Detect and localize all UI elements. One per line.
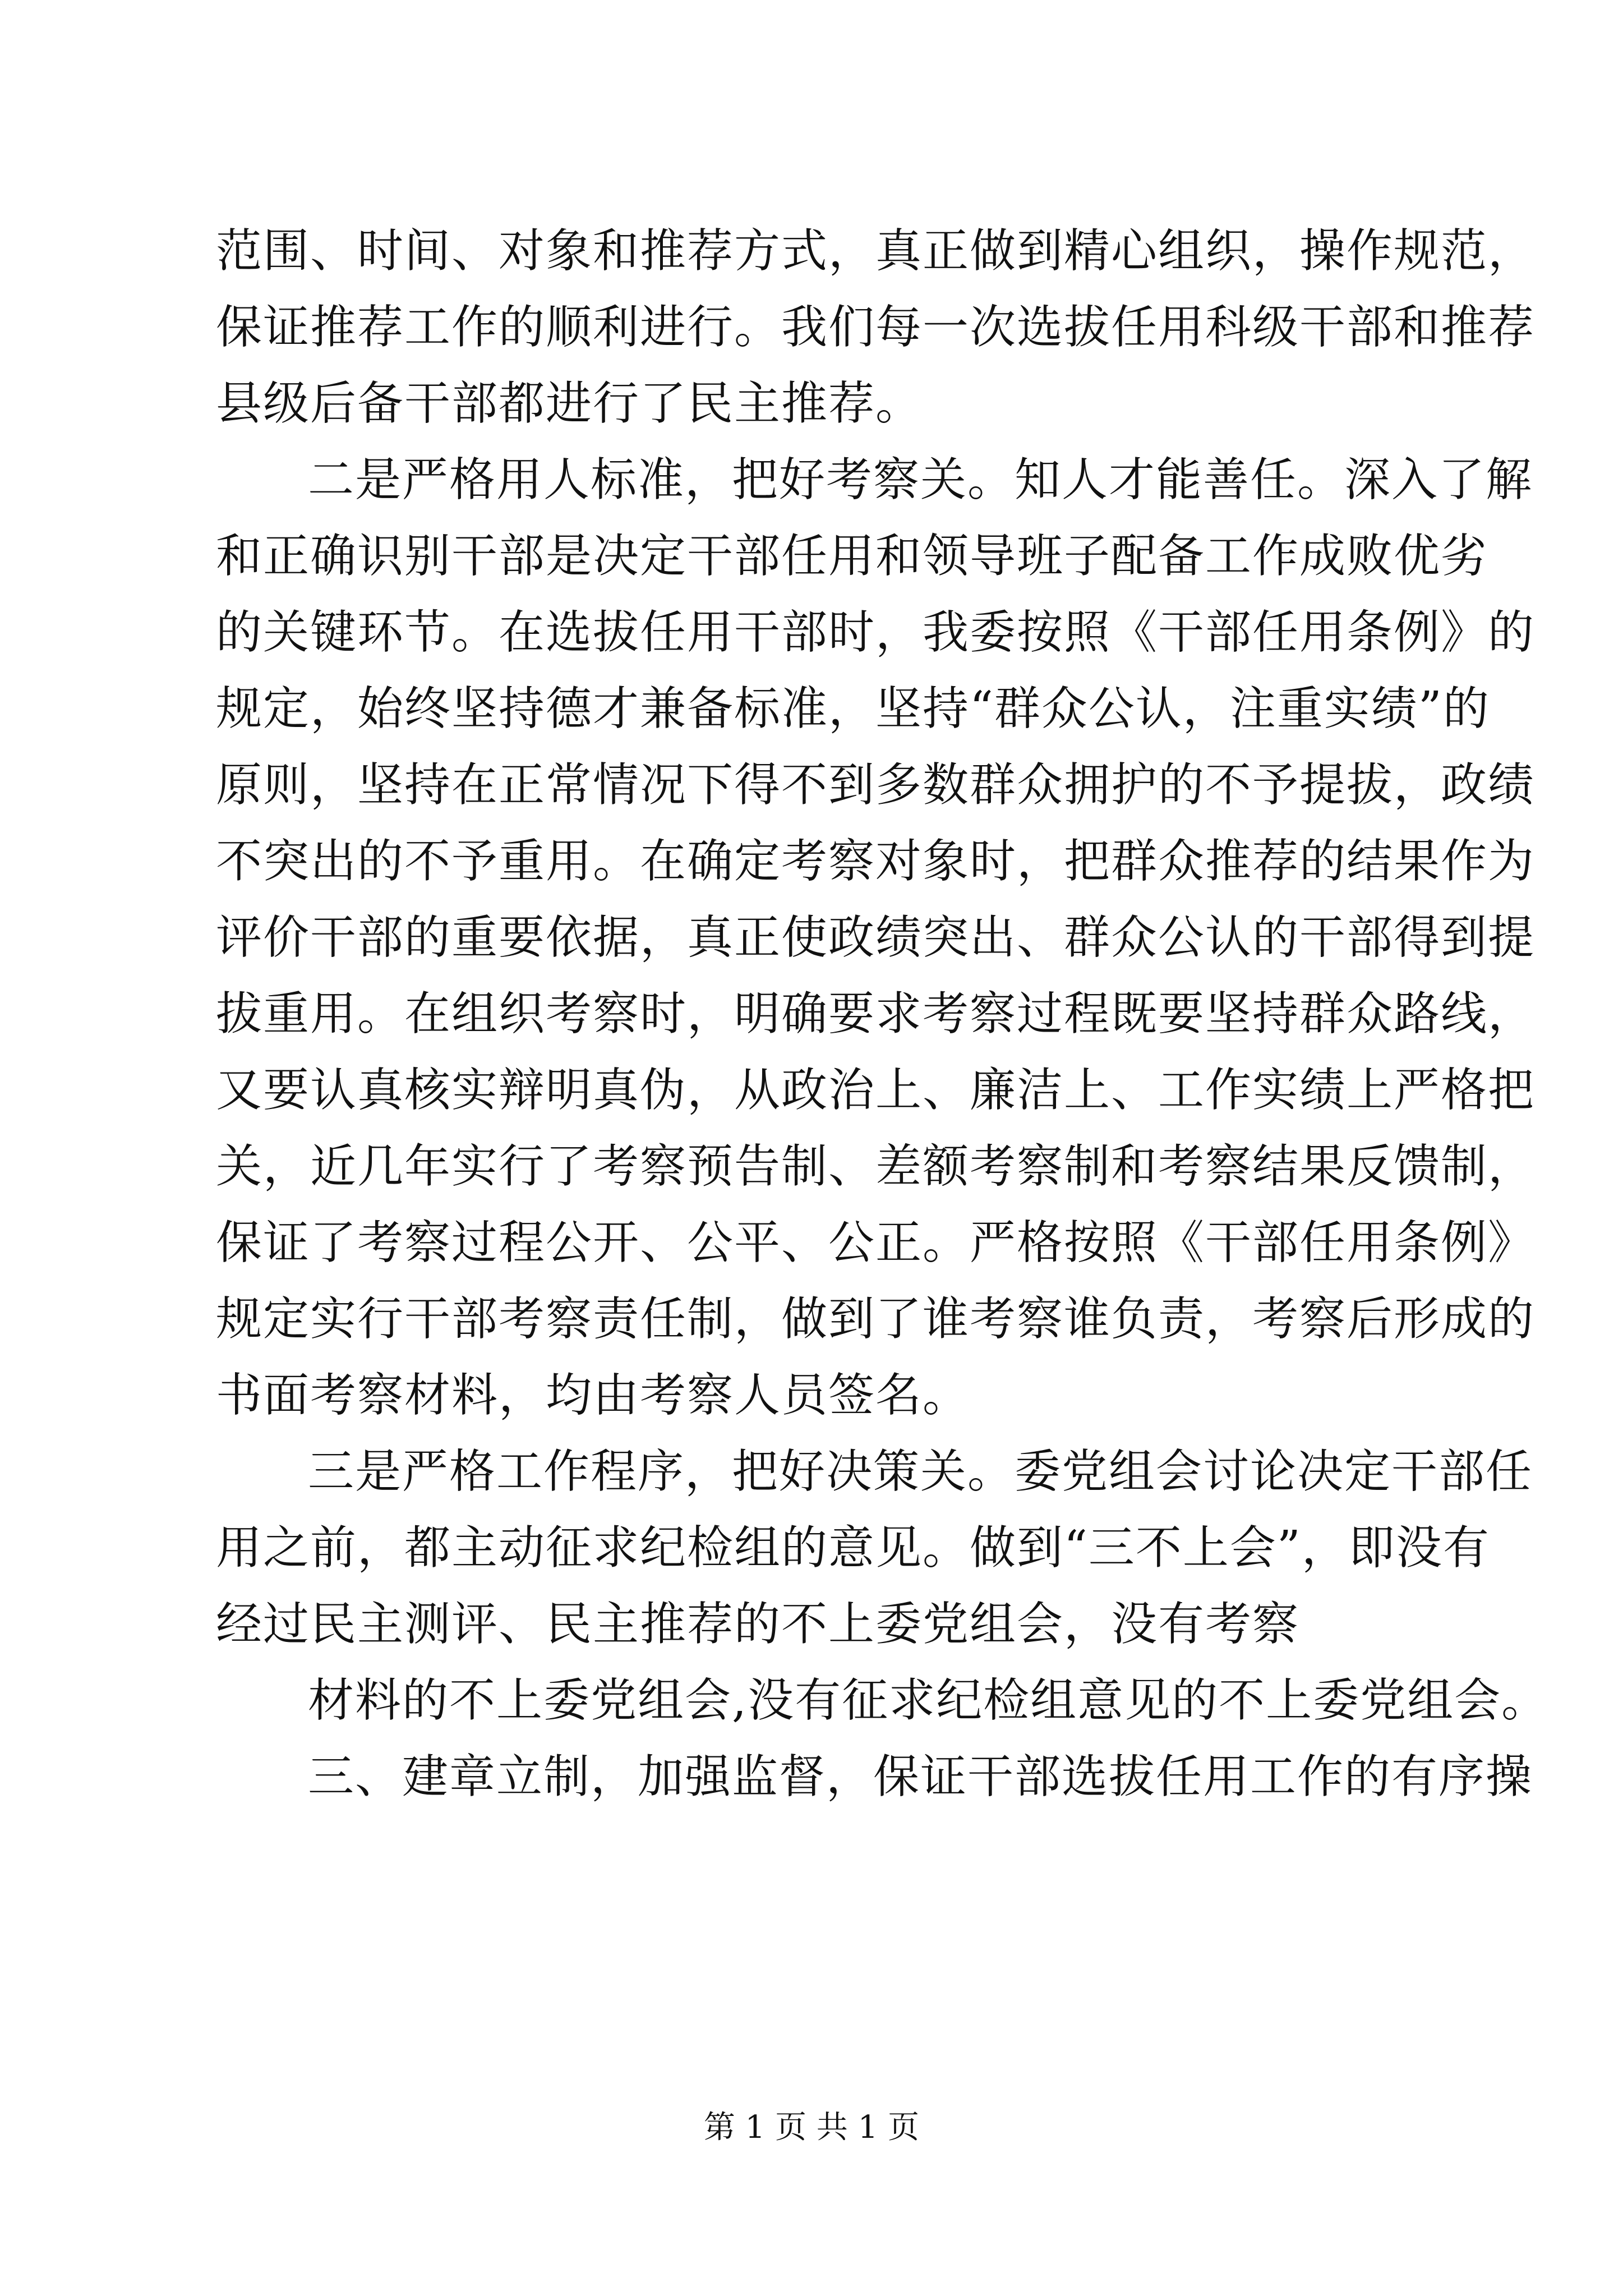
text-line-21: 三、建章立制，加强监督，保证干部选拔任用工作的有序操	[308, 1750, 1533, 1803]
text-line-14: 保证了考察过程公开、公平、公正。严格按照《干部任用条例》	[216, 1216, 1536, 1269]
text-line-20: 材料的不上委党组会,没有征求纪检组意见的不上委党组会。	[308, 1674, 1549, 1727]
text-line-1: 范围、时间、对象和推荐方式，真正做到精心组织，操作规范，	[216, 224, 1536, 278]
text-line-7: 规定，始终坚持德才兼备标准，坚持“群众公认，注重实绩”的	[216, 682, 1490, 735]
text-line-6: 的关键环节。在选拔任用干部时，我委按照《干部任用条例》的	[216, 606, 1536, 659]
text-line-15: 规定实行干部考察责任制，做到了谁考察谁负责，考察后形成的	[216, 1292, 1536, 1346]
text-line-2: 保证推荐工作的顺利进行。我们每一次选拔任用科级干部和推荐	[216, 301, 1536, 354]
text-line-16: 书面考察材料，均由考察人员签名。	[216, 1369, 970, 1422]
text-line-4: 二是严格用人标准，把好考察关。知人才能善任。深入了解	[308, 453, 1533, 507]
document-body	[216, 213, 1549, 1815]
text-line-8: 原则，坚持在正常情况下得不到多数群众拥护的不予提拔，政绩	[216, 758, 1536, 812]
text-line-13: 关，近几年实行了考察预告制、差额考察制和考察结果反馈制，	[216, 1140, 1536, 1193]
text-line-12: 又要认真核实辩明真伪，从政治上、廉洁上、工作实绩上严格把	[216, 1064, 1536, 1117]
text-line-5: 和正确识别干部是决定干部任用和领导班子配备工作成败优劣	[216, 530, 1488, 583]
text-line-3: 县级后备干部都进行了民主推荐。	[216, 377, 923, 430]
page-number-footer: 第 1 页 共 1 页	[703, 2109, 920, 2146]
text-line-10: 评价干部的重要依据，真正使政绩突出、群众公认的干部得到提	[216, 911, 1536, 964]
text-line-18: 用之前，都主动征求纪检组的意见。做到“三不上会”，即没有	[216, 1521, 1490, 1575]
text-line-19: 经过民主测评、民主推荐的不上委党组会，没有考察	[216, 1598, 1300, 1651]
text-line-11: 拔重用。在组织考察时，明确要求考察过程既要坚持群众路线，	[216, 987, 1536, 1041]
text-line-9: 不突出的不予重用。在确定考察对象时，把群众推荐的结果作为	[216, 835, 1536, 888]
text-line-17: 三是严格工作程序，把好决策关。委党组会讨论决定干部任	[308, 1445, 1533, 1498]
